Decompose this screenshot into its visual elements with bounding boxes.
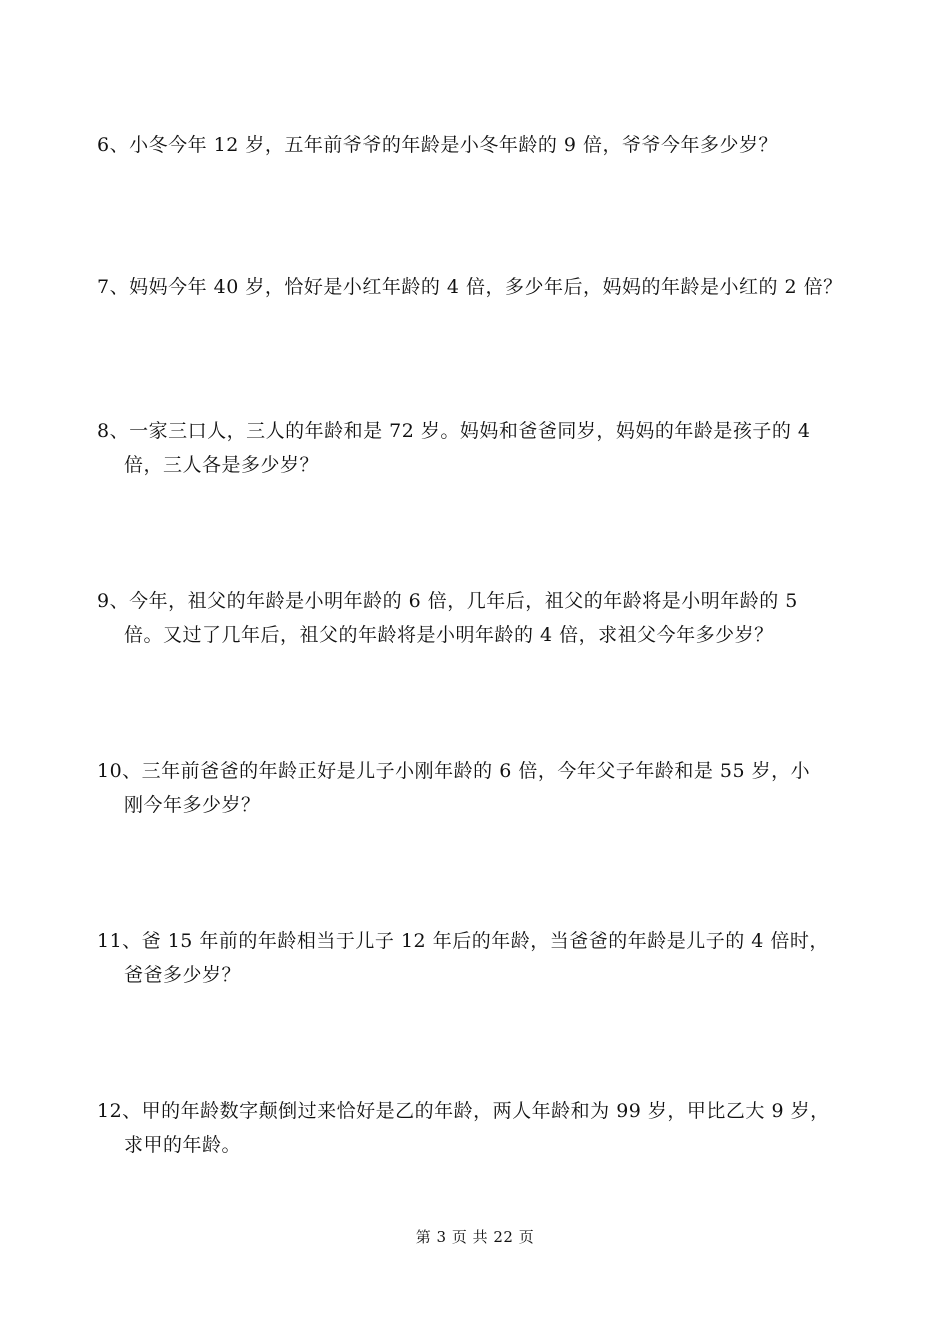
question-12-line-2: 求甲的年龄。 xyxy=(124,1134,242,1156)
question-9 xyxy=(97,584,867,652)
question-8-line-1: 8、一家三口人，三人的年龄和是 72 岁。妈妈和爸爸同岁，妈妈的年龄是孩子的 4 xyxy=(97,420,811,442)
question-9-line-1: 9、今年，祖父的年龄是小明年龄的 6 倍，几年后，祖父的年龄将是小明年龄的 5 xyxy=(97,590,798,612)
question-8-line-2: 倍，三人各是多少岁？ xyxy=(124,454,320,476)
question-11-line-2: 爸爸多少岁？ xyxy=(124,964,242,986)
page-footer xyxy=(0,1226,950,1247)
question-6-line-1: 6、小冬今年 12 岁，五年前爷爷的年龄是小冬年龄的 9 倍，爷爷今年多少岁？ xyxy=(97,134,779,156)
question-7-line-1: 7、妈妈今年 40 岁，恰好是小红年龄的 4 倍，多少年后，妈妈的年龄是小红的 2 倍？ xyxy=(97,276,843,298)
question-10-line-2: 刚今年多少岁？ xyxy=(124,794,261,816)
question-10 xyxy=(97,754,867,822)
question-8 xyxy=(97,414,867,482)
question-12-line-1: 12、甲的年龄数字颠倒过来恰好是乙的年龄，两人年龄和为 99 岁，甲比乙大 9 岁， xyxy=(97,1100,830,1122)
question-9-line-2: 倍。又过了几年后，祖父的年龄将是小明年龄的 4 倍，求祖父今年多少岁？ xyxy=(124,624,774,646)
question-7 xyxy=(97,270,867,304)
question-12 xyxy=(97,1094,867,1162)
question-11-line-1: 11、爸 15 年前的年龄相当于儿子 12 年后的年龄，当爸爸的年龄是儿子的 4 倍时， xyxy=(97,930,829,952)
question-6 xyxy=(97,128,867,162)
question-10-line-1: 10、三年前爸爸的年龄正好是儿子小刚年龄的 6 倍，今年父子年龄和是 55 岁，小 xyxy=(97,760,811,782)
question-11 xyxy=(97,924,867,992)
page-number-label: 第 3 页 共 22 页 xyxy=(415,1228,535,1246)
